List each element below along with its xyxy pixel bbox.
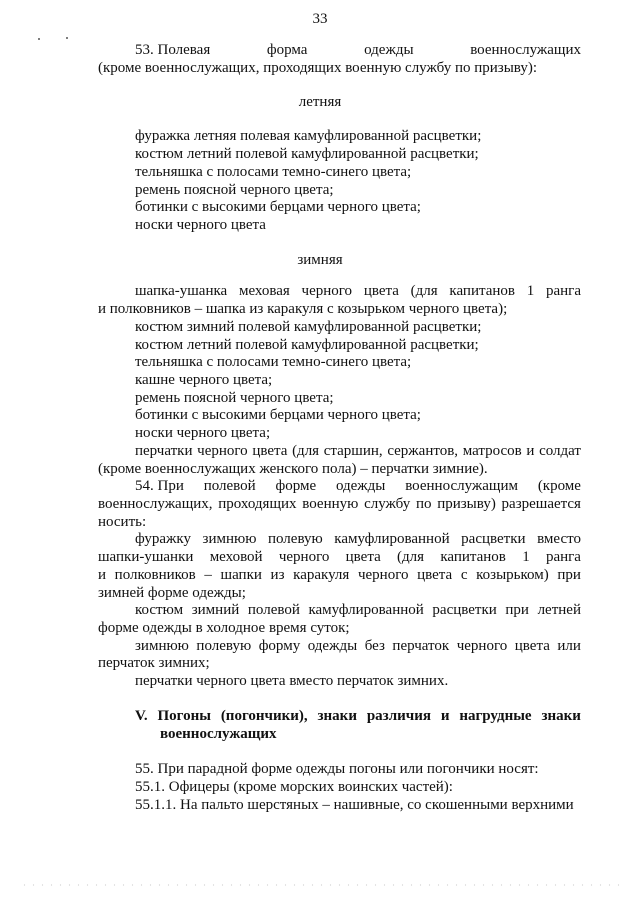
- word: зимнюю: [135, 638, 189, 654]
- word: козырьком): [476, 567, 549, 583]
- word: черного: [357, 567, 409, 583]
- word: меховая: [238, 283, 290, 299]
- p54-a-line-3: [98, 566, 581, 584]
- word: призыву): [437, 496, 496, 512]
- summer-item: ботинки с высокими берцами черного цвета;: [135, 199, 421, 215]
- word: при: [505, 602, 529, 618]
- word: различия: [366, 708, 431, 724]
- winter-heading: зимняя: [297, 252, 343, 268]
- p54-d-line-1: перчатки черного цвета вместо перчаток зимних.: [135, 673, 449, 689]
- p54-c-line-1: [135, 637, 581, 655]
- word: знаки: [541, 708, 581, 724]
- word: полевой: [203, 478, 256, 494]
- paragraph-54-line-2: [98, 495, 581, 513]
- winter-item: носки черного цвета;: [135, 425, 271, 441]
- word: расцветки: [461, 531, 526, 547]
- word: и: [526, 443, 535, 459]
- paragraph-55-line-1: 55. При парадной форме одежды погоны или погончики носят:: [135, 761, 539, 777]
- word: костюм: [135, 602, 184, 618]
- word: черного: [301, 283, 353, 299]
- word: зимний: [191, 602, 240, 618]
- word: из: [270, 567, 285, 583]
- word: нагрудные: [459, 708, 532, 724]
- paragraph-54-line-3: носить:: [98, 514, 147, 530]
- scan-speck: [66, 37, 68, 39]
- summer-item: костюм летний полевой камуфлированной расцветки;: [135, 146, 479, 162]
- word: летней: [537, 602, 581, 618]
- word: по: [415, 496, 432, 512]
- paragraph-55-line-3: 55.1.1. На пальто шерстяных – нашивные, со скошенными верхними: [135, 797, 574, 813]
- word: солдат: [539, 443, 581, 459]
- winter-item: костюм зимний полевой камуфлированной расцветки;: [135, 319, 482, 335]
- winter-item: ботинки с высокими берцами черного цвета;: [135, 407, 421, 423]
- word: военнослужащим: [405, 478, 518, 494]
- word: 53. Полевая: [135, 42, 211, 58]
- word: одежды: [307, 638, 358, 654]
- word: знаки: [317, 708, 357, 724]
- word: фуражку: [135, 531, 191, 547]
- word: полевую: [196, 638, 252, 654]
- word: матросов: [462, 443, 522, 459]
- word: камуфлированной: [334, 531, 450, 547]
- word: черного: [278, 549, 330, 565]
- word: каракуля: [293, 567, 350, 583]
- p54-a-line-2: [98, 548, 581, 566]
- word: черного: [456, 638, 508, 654]
- word: камуфлированной: [308, 602, 424, 618]
- winter-item: костюм летний полевой камуфлированной расцветки;: [135, 337, 479, 353]
- summer-item: ремень поясной черного цвета;: [135, 182, 334, 198]
- word: меховой: [209, 549, 263, 565]
- word: военнослужащих: [470, 42, 581, 58]
- word: или: [557, 638, 581, 654]
- word: (для: [397, 549, 425, 565]
- paragraph-54-line-1: [135, 477, 581, 495]
- word: 54. При: [135, 478, 184, 494]
- word: одежды: [335, 478, 386, 494]
- winter-item: ремень поясной черного цвета;: [135, 390, 334, 406]
- scan-speck: [38, 38, 40, 40]
- word: цвета: [252, 443, 288, 459]
- word: (для: [292, 443, 320, 459]
- word: полевой: [247, 602, 300, 618]
- word: без: [364, 638, 385, 654]
- gloves-line-1: [135, 442, 581, 460]
- word: одежды: [364, 42, 414, 58]
- summer-heading: летняя: [298, 94, 342, 110]
- word: цвета: [417, 567, 453, 583]
- winter-item-1-line-1: [135, 282, 581, 300]
- word: полевую: [267, 531, 323, 547]
- word: службу: [364, 496, 411, 512]
- word: V.: [135, 708, 148, 724]
- word: Погоны: [157, 708, 211, 724]
- word: военнослужащих,: [98, 496, 213, 512]
- word: ранга: [546, 283, 581, 299]
- word: перчатки: [135, 443, 193, 459]
- word: 1: [526, 283, 535, 299]
- paragraph-53-line-1: [135, 41, 581, 59]
- gloves-line-2: (кроме военнослужащих женского пола) – перчатки зимние).: [98, 461, 488, 477]
- section-5-heading-line-2: военнослужащих: [160, 726, 277, 742]
- word: и: [98, 567, 107, 583]
- winter-item: кашне черного цвета;: [135, 372, 273, 388]
- word: форме: [275, 478, 317, 494]
- paragraph-53-line-2: (кроме военнослужащих, проходящих военную службу по призыву):: [98, 60, 538, 76]
- word: старшин,: [323, 443, 383, 459]
- summer-item: носки черного цвета: [135, 217, 266, 233]
- word: проходящих: [218, 496, 297, 512]
- p54-b-line-2: форме одежды в холодное время суток;: [98, 620, 350, 636]
- p54-c-line-2: перчаток зимних;: [98, 655, 210, 671]
- word: перчаток: [392, 638, 450, 654]
- word: и: [440, 708, 450, 724]
- word: при: [557, 567, 581, 583]
- p54-b-line-1: [135, 601, 581, 619]
- p54-a-line-1: [135, 530, 581, 548]
- word: зимнюю: [202, 531, 257, 547]
- word: (кроме: [537, 478, 581, 494]
- word: 1: [522, 549, 530, 565]
- section-5-heading-line-1: [135, 707, 581, 725]
- word: цвета: [363, 283, 399, 299]
- word: военную: [302, 496, 359, 512]
- winter-item: тельняшка с полосами темно-синего цвета;: [135, 354, 412, 370]
- word: черного: [197, 443, 248, 459]
- word: форму: [258, 638, 301, 654]
- word: шапка-ушанка: [135, 283, 228, 299]
- word: –: [204, 567, 212, 583]
- word: капитанов: [449, 283, 515, 299]
- winter-item-1-line-2: и полковников – шапка из каракуля с козырьком черного цвета);: [98, 301, 508, 317]
- word: капитанов: [440, 549, 506, 565]
- p54-a-line-4: зимней форме одежды;: [98, 585, 246, 601]
- scan-dotted-line: [20, 884, 620, 886]
- word: форма: [266, 42, 308, 58]
- word: ранга: [545, 549, 581, 565]
- word: шапки-ушанки: [98, 549, 194, 565]
- paragraph-55-line-2: 55.1. Офицеры (кроме морских воинских частей):: [135, 779, 453, 795]
- word: разрешается: [501, 496, 581, 512]
- word: расцветки: [432, 602, 497, 618]
- word: полковников: [114, 567, 196, 583]
- page-number: 33: [312, 11, 328, 27]
- word: цвета: [345, 549, 381, 565]
- word: с: [460, 567, 468, 583]
- word: сержантов,: [387, 443, 459, 459]
- summer-item: тельняшка с полосами темно-синего цвета;: [135, 164, 412, 180]
- word: (погончики),: [220, 708, 308, 724]
- summer-item: фуражка летняя полевая камуфлированной расцветки;: [135, 128, 482, 144]
- word: (для: [410, 283, 438, 299]
- word: вместо: [537, 531, 581, 547]
- word: цвета: [514, 638, 550, 654]
- word: шапки: [220, 567, 262, 583]
